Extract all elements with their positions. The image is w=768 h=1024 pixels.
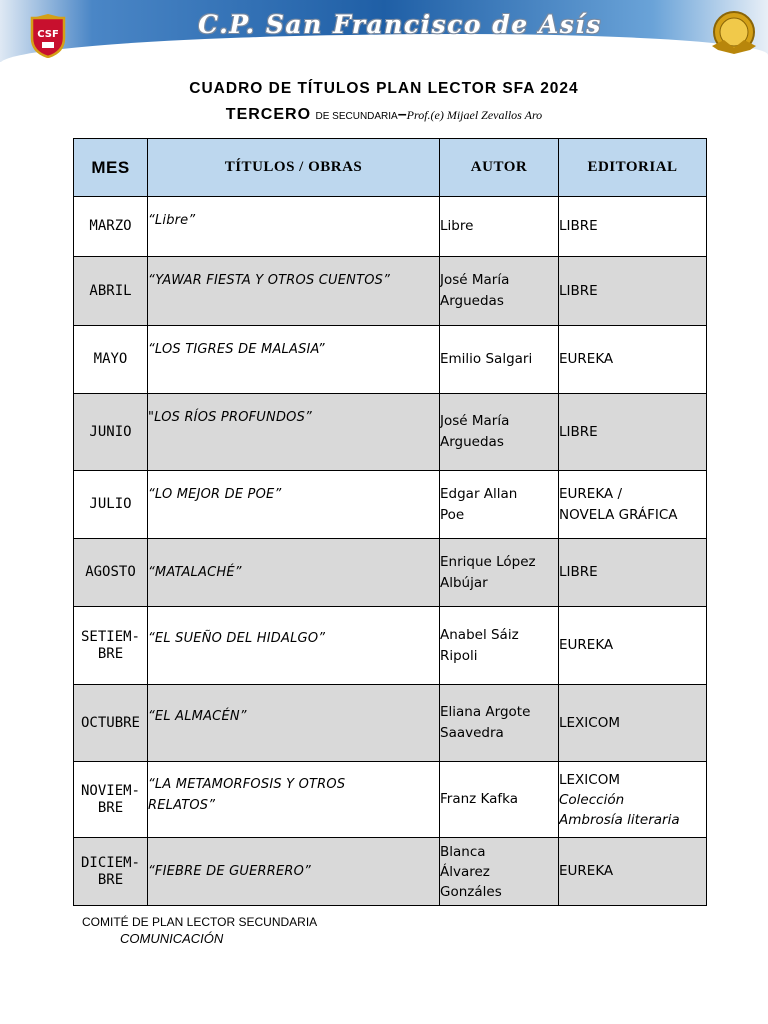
editorial-cell: LIBRE: [559, 394, 707, 471]
table-row: [74, 326, 707, 394]
table-row: [74, 471, 707, 539]
editorial-collection: Colección Ambrosía literaria: [559, 791, 680, 828]
month-cell: JUNIO: [74, 394, 148, 471]
grade-label: TERCERO: [225, 106, 312, 123]
gold-seal-logo: [706, 10, 762, 58]
table-row: [74, 838, 707, 906]
subtitle-dash: –: [397, 106, 407, 123]
author-cell: Anabel Sáiz Ripoli: [440, 607, 559, 685]
month-cell: NOVIEM- BRE: [74, 762, 148, 838]
editorial-cell: LIBRE: [559, 539, 707, 607]
column-header-month: MES: [74, 139, 148, 197]
editorial-cell: LIBRE: [559, 197, 707, 257]
editorial-cell: EUREKA: [559, 607, 707, 685]
month-cell: DICIEM- BRE: [74, 838, 148, 906]
document-title: CUADRO DE TÍTULOS PLAN LECTOR SFA 2024: [189, 80, 579, 97]
editorial-main: LEXICOM: [559, 771, 620, 788]
title-cell: “YAWAR FIESTA Y OTROS CUENTOS”: [148, 257, 440, 326]
footer-area: COMUNICACIÓN: [120, 931, 224, 946]
author-cell: Blanca Álvarez Gonzáles: [440, 838, 559, 906]
author-cell: Franz Kafka: [440, 762, 559, 838]
month-cell: AGOSTO: [74, 539, 148, 607]
editorial-cell: EUREKA: [559, 838, 707, 906]
title-cell: “LOS TIGRES DE MALASIA”: [148, 326, 440, 394]
month-cell: JULIO: [74, 471, 148, 539]
editorial-cell: [559, 762, 707, 838]
column-header-title: TÍTULOS / OBRAS: [148, 139, 440, 197]
teacher-name: Prof.(e) Mijael Zevallos Aro: [406, 108, 543, 122]
title-cell: “MATALACHÉ”: [148, 539, 440, 607]
table-header-row: [74, 139, 707, 197]
level-label: DE SECUNDARIA: [315, 111, 398, 122]
editorial-cell: EUREKA: [559, 326, 707, 394]
title-cell: “LO MEJOR DE POE”: [148, 471, 440, 539]
title-cell: "LOS RÍOS PROFUNDOS”: [148, 394, 440, 471]
editorial-cell: LEXICOM: [559, 685, 707, 762]
editorial-cell: EUREKA / NOVELA GRÁFICA: [559, 471, 707, 539]
month-cell: ABRIL: [74, 257, 148, 326]
author-cell: Emilio Salgari: [440, 326, 559, 394]
school-name-banner: C.P. San Francisco de Asís: [198, 10, 602, 39]
table-row: [74, 197, 707, 257]
author-cell: Libre: [440, 197, 559, 257]
month-cell: MARZO: [74, 197, 148, 257]
table-row: [74, 762, 707, 838]
author-cell: Eliana Argote Saavedra: [440, 685, 559, 762]
table-row: [74, 539, 707, 607]
column-header-author: AUTOR: [440, 139, 559, 197]
title-cell: “Libre”: [148, 197, 440, 257]
month-cell: MAYO: [74, 326, 148, 394]
column-header-editorial: EDITORIAL: [559, 139, 707, 197]
author-cell: José María Arguedas: [440, 394, 559, 471]
author-cell: Enrique López Albújar: [440, 539, 559, 607]
title-cell: “FIEBRE DE GUERRERO”: [148, 838, 440, 906]
footer-committee: COMITÉ DE PLAN LECTOR SECUNDARIA: [82, 915, 318, 929]
table-row: [74, 607, 707, 685]
table-row: [74, 394, 707, 471]
reading-plan-table: [73, 138, 707, 906]
author-cell: Edgar Allan Poe: [440, 471, 559, 539]
title-cell: “EL ALMACÉN”: [148, 685, 440, 762]
table-row: [74, 257, 707, 326]
document-subtitle: [0, 106, 768, 124]
title-cell: “EL SUEÑO DEL HIDALGO”: [148, 607, 440, 685]
author-cell: José María Arguedas: [440, 257, 559, 326]
page-header: [0, 0, 768, 62]
month-cell: OCTUBRE: [74, 685, 148, 762]
title-cell: “LA METAMORFOSIS Y OTROS RELATOS”: [148, 762, 440, 838]
table-row: [74, 685, 707, 762]
month-cell: SETIEM- BRE: [74, 607, 148, 685]
editorial-cell: LIBRE: [559, 257, 707, 326]
school-crest-logo: [28, 12, 68, 58]
crest-text: CSF: [37, 29, 59, 40]
